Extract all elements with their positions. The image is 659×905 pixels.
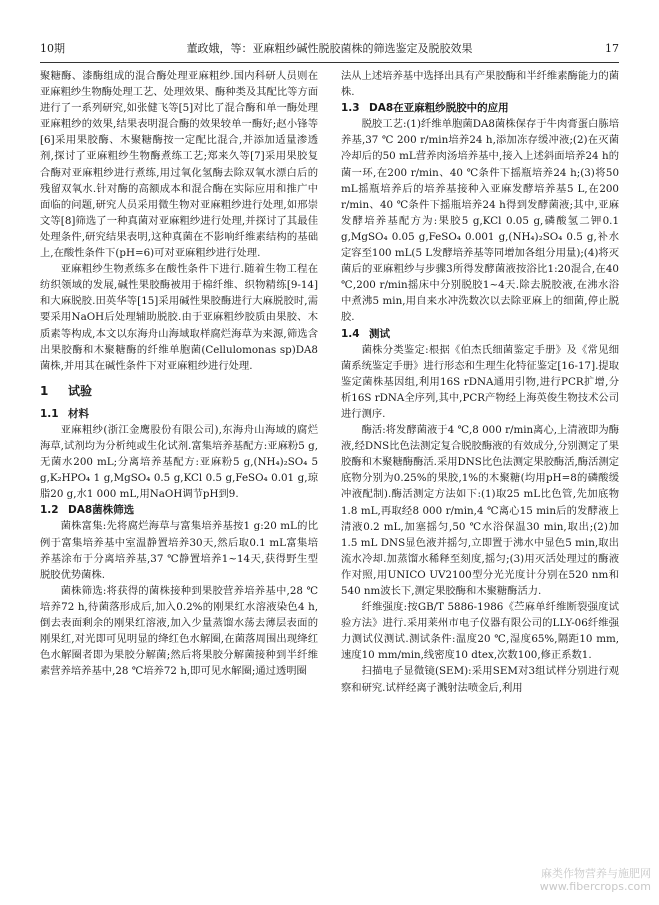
subsection-number: 1.2 <box>40 504 59 517</box>
paragraph: 亚麻粗纱(浙江金鹰股份有限公司),东海舟山海域的腐烂海草,试剂均为分析纯或生化试剂.富集培养基配方:亚麻粉5 g,无菌水200 mL;分离培养基配方:亚麻粉5 g,(NH₄)₂SO₄ 5 g,K₂HPO₄ 1 g,MgSO₄ 0.5 g,KCl 0.5 g,FeSO₄ 0.01 g,琼脂20 g,水1 000 mL,用NaOH调节pH到9. <box>40 423 318 501</box>
left-column <box>40 68 318 679</box>
paragraph: 菌株分类鉴定:根据《伯杰氏细菌鉴定手册》及《常见细菌系统鉴定手册》进行形态和生理生化特征鉴定[16-17].提取鉴定菌株基因组,利用16S rDNA通用引物,进行PCR扩增,分析16S rDNA全序列,其中,PCR产物经上海英俊生物技术公司进行测序. <box>341 343 619 420</box>
subsection-number: 1.1 <box>40 407 59 420</box>
page-header <box>40 40 619 63</box>
page-number: 17 <box>605 42 619 55</box>
paragraph: 酶活:将发酵菌液于4 ℃,8 000 r/min离心,上清液即为酶液,经DNS比色法测定复合脱胶酶液的有效成分,分别测定了果胶酶和木聚糖酶酶活.采用DNS比色法测定果胶酶活,酶活测定底物分别为0.25%的果胶,1%的木聚糖(均用pH=8的磷酸缓冲液配制).酶活测定方法如下:(1)取25 mL比色管,先加底物1.8 mL,再取经8 000 r/min,4 ℃离心15 min后的发酵液上清液0.2 mL,加塞摇匀,50 ℃水浴保温30 min,取出;(2)加1.5 mL DNS显色液并摇匀,立即置于沸水中显色5 min,取出流水冷却.加蒸馏水稀释至刻度,摇匀;(3)用灭活处理过的酶液作对照,用UNICO UV2100型分光光度计分别在520 nm和540 nm波长下,测定果胶酶和木聚糖酶活力. <box>341 424 619 597</box>
paragraph: 纤维强度:按GB/T 5886-1986《苎麻单纤维断裂强度试验方法》进行.采用莱州市电子仪器有限公司的LLY-06纤维强力测试仪测试.测试条件:温度20 ℃,湿度65%,隔距10 mm,速度10 mm/min,线密度10 dtex,次数100,修正系数1. <box>341 601 619 662</box>
issue-number: 10期 <box>40 42 65 55</box>
subsection-heading <box>341 326 619 342</box>
subsection-title: DA8在亚麻粗纱脱胶中的应用 <box>369 102 509 115</box>
running-title: 董政娥，等：亚麻粗纱碱性脱胶菌株的筛选鉴定及脱胶效果 <box>186 42 473 55</box>
subsection-number: 1.4 <box>341 327 360 340</box>
subsection-title: DA8菌株筛选 <box>68 504 135 517</box>
subsection-heading <box>40 502 318 518</box>
site-watermark <box>540 867 651 893</box>
section-heading <box>40 382 318 400</box>
paragraph: 法从上述培养基中选择出具有产果胶酶和半纤维素酶能力的菌株. <box>341 70 620 99</box>
right-column <box>341 68 619 696</box>
section-title: 试验 <box>68 383 93 398</box>
subsection-title: 材料 <box>68 407 89 420</box>
paragraph: 亚麻粗纱生物煮练多在酸性条件下进行.随着生物工程在纺织领域的发展,碱性果胶酶被用于棉纤维、织物精练[9-14]和大麻脱胶.田英华等[15]采用碱性果胶酶进行大麻脱胶时,需要采用NaOH后处理辅助脱胶.由于亚麻粗纱胶质由果胶、木质素等构成,本文以东海舟山海域取样腐烂海草为来源,筛选含出果胶酶和木聚糖酶的纤维单胞菌(Cellulomonas sp)DA8菌株,并用其在碱性条件下对亚麻粗纱进行处理. <box>40 263 318 372</box>
subsection-title: 测试 <box>369 327 390 340</box>
section-number: 1 <box>40 383 49 398</box>
paragraph: 聚糖酶、漆酶组成的混合酶处理亚麻粗纱.国内科研人员则在亚麻粗纱生物酶处理工艺、处理效果、酶种类及其配比等方面进行了一系列研究,如张健飞等[5]对比了混合酶和单一酶处理亚麻粗纱的效果,结果表明混合酶的效果较单一酶好;赵小锋等[6]采用果胶酶、木聚糖酶按一定配比混合,并添加适量渗透剂,探讨了亚麻粗纱生物酶煮练工艺;郑来久等[7]采用果胶复合酶对亚麻粗纱进行煮练,用过氧化氢酶去除双氧水漂白后的残留双氧水.针对酶的高额成本和混合酶在实际应用和推广中面临的问题,研究人员采用微生物对亚麻粗纱进行处理,如邢崇文等[8]筛选了一种真菌对亚麻粗纱进行处理,并探讨了其最佳处理条件,研究结果表明,这种真菌在不影响纤维素结构的基础上,在酸性条件下(pH=6)可对亚麻粗纱进行处理. <box>40 70 319 260</box>
subsection-number: 1.3 <box>341 102 360 115</box>
paragraph: 扫描电子显微镜(SEM):采用SEM对3组试样分别进行观察和研究.试样经离子溅射法喷金后,利用 <box>341 665 619 694</box>
watermark-name: 麻类作物营养与施肥网 <box>541 867 651 880</box>
paragraph: 脱胶工艺:(1)纤维单胞菌DA8菌株保存于牛肉膏蛋白胨培养基,37 ℃ 200 r/min培养24 h,添加冻存缓冲液;(2)在灭菌冷却后的50 mL营养肉汤培养基中,接入上述斜面培养24 h的菌一环,在200 r/min、40 ℃条件下摇瓶培养24 h;(3)将50 mL摇瓶培养后的培养基接种入亚麻发酵培养基5 L,在200 r/min、40 ℃条件下摇瓶培养24 h得到发酵菌液;其中,亚麻发酵培养基配方为:果胶5 g,KCl 0.05 g,磷酸氢二钾0.1 g,MgSO₄ 0.05 g,FeSO₄ 0.001 g,(NH₄)₂SO₄ 0.5 g,补水定容至100 mL(5 L发酵培养基等同增加各组分用量);(4)将灭菌后的亚麻粗纱与步骤3所得发酵菌液按浴比1:20混合,在40 ℃,200 r/min摇床中分别脱胶1~4天.除去脱胶液,在沸水浴中煮沸5 min,用自来水冲洗数次以去除亚麻上的细菌,停止脱胶. <box>341 118 619 324</box>
subsection-heading <box>341 100 619 116</box>
watermark-url: www.fibercrops.com <box>539 880 651 893</box>
paragraph: 菌株筛选:将获得的菌株接种到果胶营养培养基中,28 ℃培养72 h,待菌落形成后,加入0.2%的刚果红水溶液染色4 h,倒去表面剩余的刚果红溶液,加入少量蒸馏水荡去薄层表面的刚果红,对光即可见明显的绛红色水解圈,在菌落周围出现绛红色水解圈者即为果胶分解菌;然后将果胶分解菌接种到半纤维素营养培养基中,28 ℃培养72 h,即可见水解圈;通过透明圈 <box>40 584 318 678</box>
subsection-heading <box>40 406 318 422</box>
paragraph: 菌株富集:先将腐烂海草与富集培养基按1 g:20 mL的比例于富集培养基中室温静置培养30天,然后取0.1 mL富集培养基涂布于分离培养基,37 ℃静置培养1~14天,获得野生型脱胶优势菌株. <box>40 520 318 581</box>
